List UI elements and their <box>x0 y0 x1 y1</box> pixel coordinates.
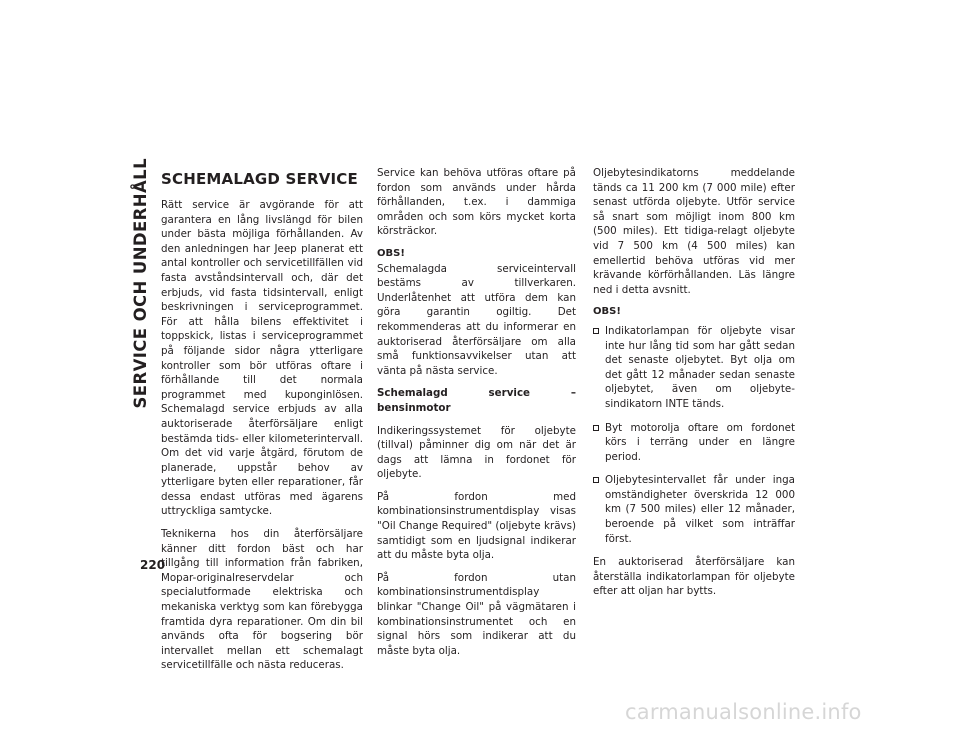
section-side-tab <box>124 158 158 556</box>
column-3 <box>593 166 795 607</box>
note-bullet-list <box>593 324 795 546</box>
note-label: OBS! <box>593 306 621 318</box>
note-text: Schemalagda serviceintervall bestäms av tillverkaren. Underlåtenhet att utföra dem kan göra garantin ogiltig. Det rekommenderas att du informerar en auktoriserad återförsäljare om alla små funktionsavvikelser utan att vänta på nästa service. <box>377 262 576 377</box>
list-item-text: Oljebytesintervallet får under inga omständigheter överskrida 12 000 km (7 500 miles) eller 12 månader, beroende på vilket som inträffar först. <box>605 474 795 545</box>
page-number: 220 <box>140 558 166 572</box>
note-label: OBS! <box>377 247 405 259</box>
column-2 <box>377 166 576 666</box>
list-item <box>593 421 795 465</box>
paragraph: Indikeringssystemet för oljebyte (tillval) påminner dig om när det är dags att lämna in fordonet för oljebyte. <box>377 424 576 481</box>
paragraph: Oljebytesindikatorns meddelande tänds ca 11 200 km (7 000 mile) efter senast utförda oljebyte. Utför service så snart som möjligt inom 800 km (500 miles). Ett tidiga-relagt oljebyte vid 7 500 km (4 500 miles) kan emellertid behöva utföras vid mer krävande körförhållanden. Läs längre ned i detta avsnitt. <box>593 167 795 296</box>
section-heading: SCHEMALAGD SERVICE <box>161 170 358 188</box>
paragraph: Teknikerna hos din återförsäljare känner ditt fordon bäst och har tillgång till information från fabriken, Mopar-originalreservdelar och specialutformade elektriska och mekaniska verktyg som kan förebygga framtida dyra reparationer. Om din bil används ofta för bogsering bör intervallet mellan ett schemalagt servicetillfälle och nästa reduceras. <box>161 528 363 672</box>
paragraph: Rätt service är avgörande för att garantera en lång livslängd för bilen under bästa möjliga förhållanden. Av den anledningen har Jeep planerat ett antal kontroller och servicetillfällen vid fasta avståndsintervall och, där det erbjuds, vid fasta tidsintervall, enligt beskrivningen i serviceprogrammet. För att hålla bilens effektivitet i toppskick, listas i serviceprogrammet på följande sidor några ytterligare kontroller som bör utföras oftare i förhållande till det normala programmet med kuponginlösen. Schemalagd service erbjuds av alla auktoriserade återförsäljare enligt bestämda tids- eller kilometerintervall. Om det vid varje åtgärd, förutom de planerade, uppstår behov av ytterligare byten eller reparationer, får dessa endast utföras med ägarens uttryckliga samtycke. <box>161 199 363 518</box>
list-item-text: Byt motorolja oftare om fordonet körs i terräng under en längre period. <box>605 421 795 463</box>
paragraph: På fordon med kombinationsinstrumentdisplay visas "Oil Change Required" (oljebyte krävs) samtidigt som en ljudsignal indikerar att du måste byta olja. <box>377 490 576 562</box>
paragraph: En auktoriserad återförsäljare kan återställa indikatorlampan för oljebyte efter att oljan har bytts. <box>593 556 795 598</box>
watermark: carmanualsonline.info <box>625 700 862 724</box>
square-bullet-icon <box>593 328 599 334</box>
square-bullet-icon <box>593 425 599 431</box>
column-1 <box>161 166 363 681</box>
paragraph: På fordon utan kombinationsinstrumentdisplay blinkar "Change Oil" på vägmätaren i kombinationsinstrumentet och en signal hörs som indikerar att du måste byta olja. <box>377 571 576 657</box>
square-bullet-icon <box>593 477 599 483</box>
side-tab-label: SERVICE OCH UNDERHÅLL <box>131 158 150 409</box>
list-item <box>593 473 795 546</box>
list-item-text: Indikatorlampan för oljebyte visar inte hur lång tid som har gått sedan det senaste oljebytet. Byt olja om det gått 12 månader sedan senaste oljebytet, även om oljebytesindikatorn INTE tänds. <box>605 324 795 410</box>
subheading: Schemalagd service – bensinmotor <box>377 387 576 414</box>
paragraph: Service kan behöva utföras oftare på fordon som används under hårda förhållanden, t.ex. i dammiga områden och som körs mycket korta körsträckor. <box>377 167 576 238</box>
list-item <box>593 324 795 412</box>
